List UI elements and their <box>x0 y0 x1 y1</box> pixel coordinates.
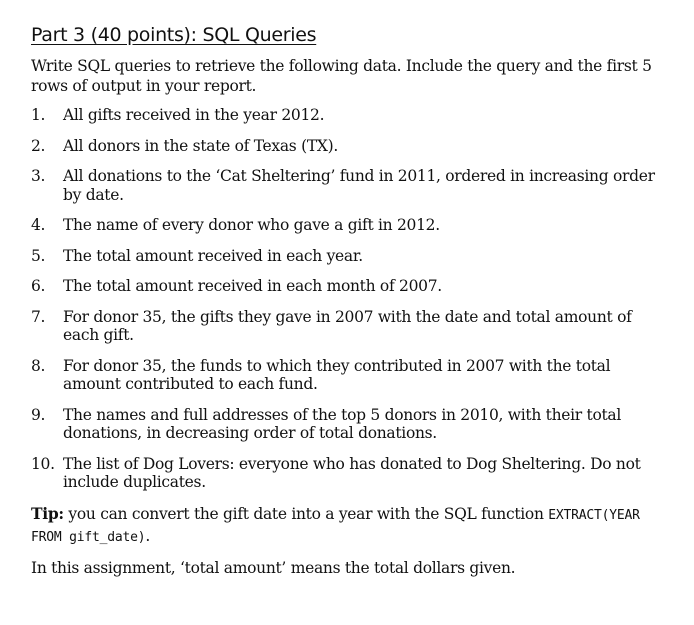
list-item <box>31 137 658 156</box>
item-number: 4. <box>31 216 46 234</box>
item-text: The names and full addresses of the top 5 donors in 2010, with their total donations, in decreasing order of total donations. <box>63 405 622 442</box>
item-number: 3. <box>31 167 46 185</box>
item-text: The name of every donor who gave a gift in 2012. <box>63 216 440 234</box>
item-text: All donations to the ‘Cat Sheltering’ fund in 2011, ordered in increasing order by date. <box>63 167 655 204</box>
list-item <box>31 357 658 394</box>
list-item <box>31 455 658 492</box>
item-text: The total amount received in each month of 2007. <box>63 277 442 295</box>
list-item <box>31 106 658 125</box>
tip-label: Tip: <box>31 503 64 523</box>
tip-code: EXTRACT(YEAR FROM gift_date) <box>31 507 640 545</box>
item-text: The total amount received in each year. <box>63 246 363 265</box>
item-number: 5. <box>31 246 46 265</box>
list-item <box>31 247 658 266</box>
note-paragraph: In this assignment, ‘total amount’ means the total dollars given. <box>31 558 516 577</box>
item-text: For donor 35, the funds to which they contributed in 2007 with the total amount contributed to each fund. <box>63 356 611 393</box>
intro-paragraph: Write SQL queries to retrieve the following data. Include the query and the first 5 rows of output in your report. <box>31 57 652 95</box>
item-text: All gifts received in the year 2012. <box>63 106 325 124</box>
item-text: The list of Dog Lovers: everyone who has donated to Dog Sheltering. Do not include duplicates. <box>63 454 641 491</box>
item-number: 10. <box>31 454 55 473</box>
list-item <box>31 216 658 235</box>
item-text: All donors in the state of Texas (TX). <box>63 136 338 155</box>
item-number: 7. <box>31 307 46 326</box>
item-number: 1. <box>31 106 46 124</box>
list-item <box>31 308 658 345</box>
query-list <box>31 106 658 492</box>
section-heading: Part 3 (40 points): SQL Queries <box>31 24 317 46</box>
tip-text: you can convert the gift date into a year with the SQL function <box>63 504 549 523</box>
list-item <box>31 277 658 296</box>
item-number: 8. <box>31 356 46 375</box>
item-number: 2. <box>31 136 46 155</box>
item-number: 9. <box>31 405 46 424</box>
list-item <box>31 406 658 443</box>
tip-end: . <box>145 526 151 545</box>
tip-paragraph <box>31 504 658 548</box>
item-text: For donor 35, the gifts they gave in 2007 with the date and total amount of each gift. <box>63 307 632 344</box>
list-item <box>31 167 658 204</box>
item-number: 6. <box>31 277 46 295</box>
